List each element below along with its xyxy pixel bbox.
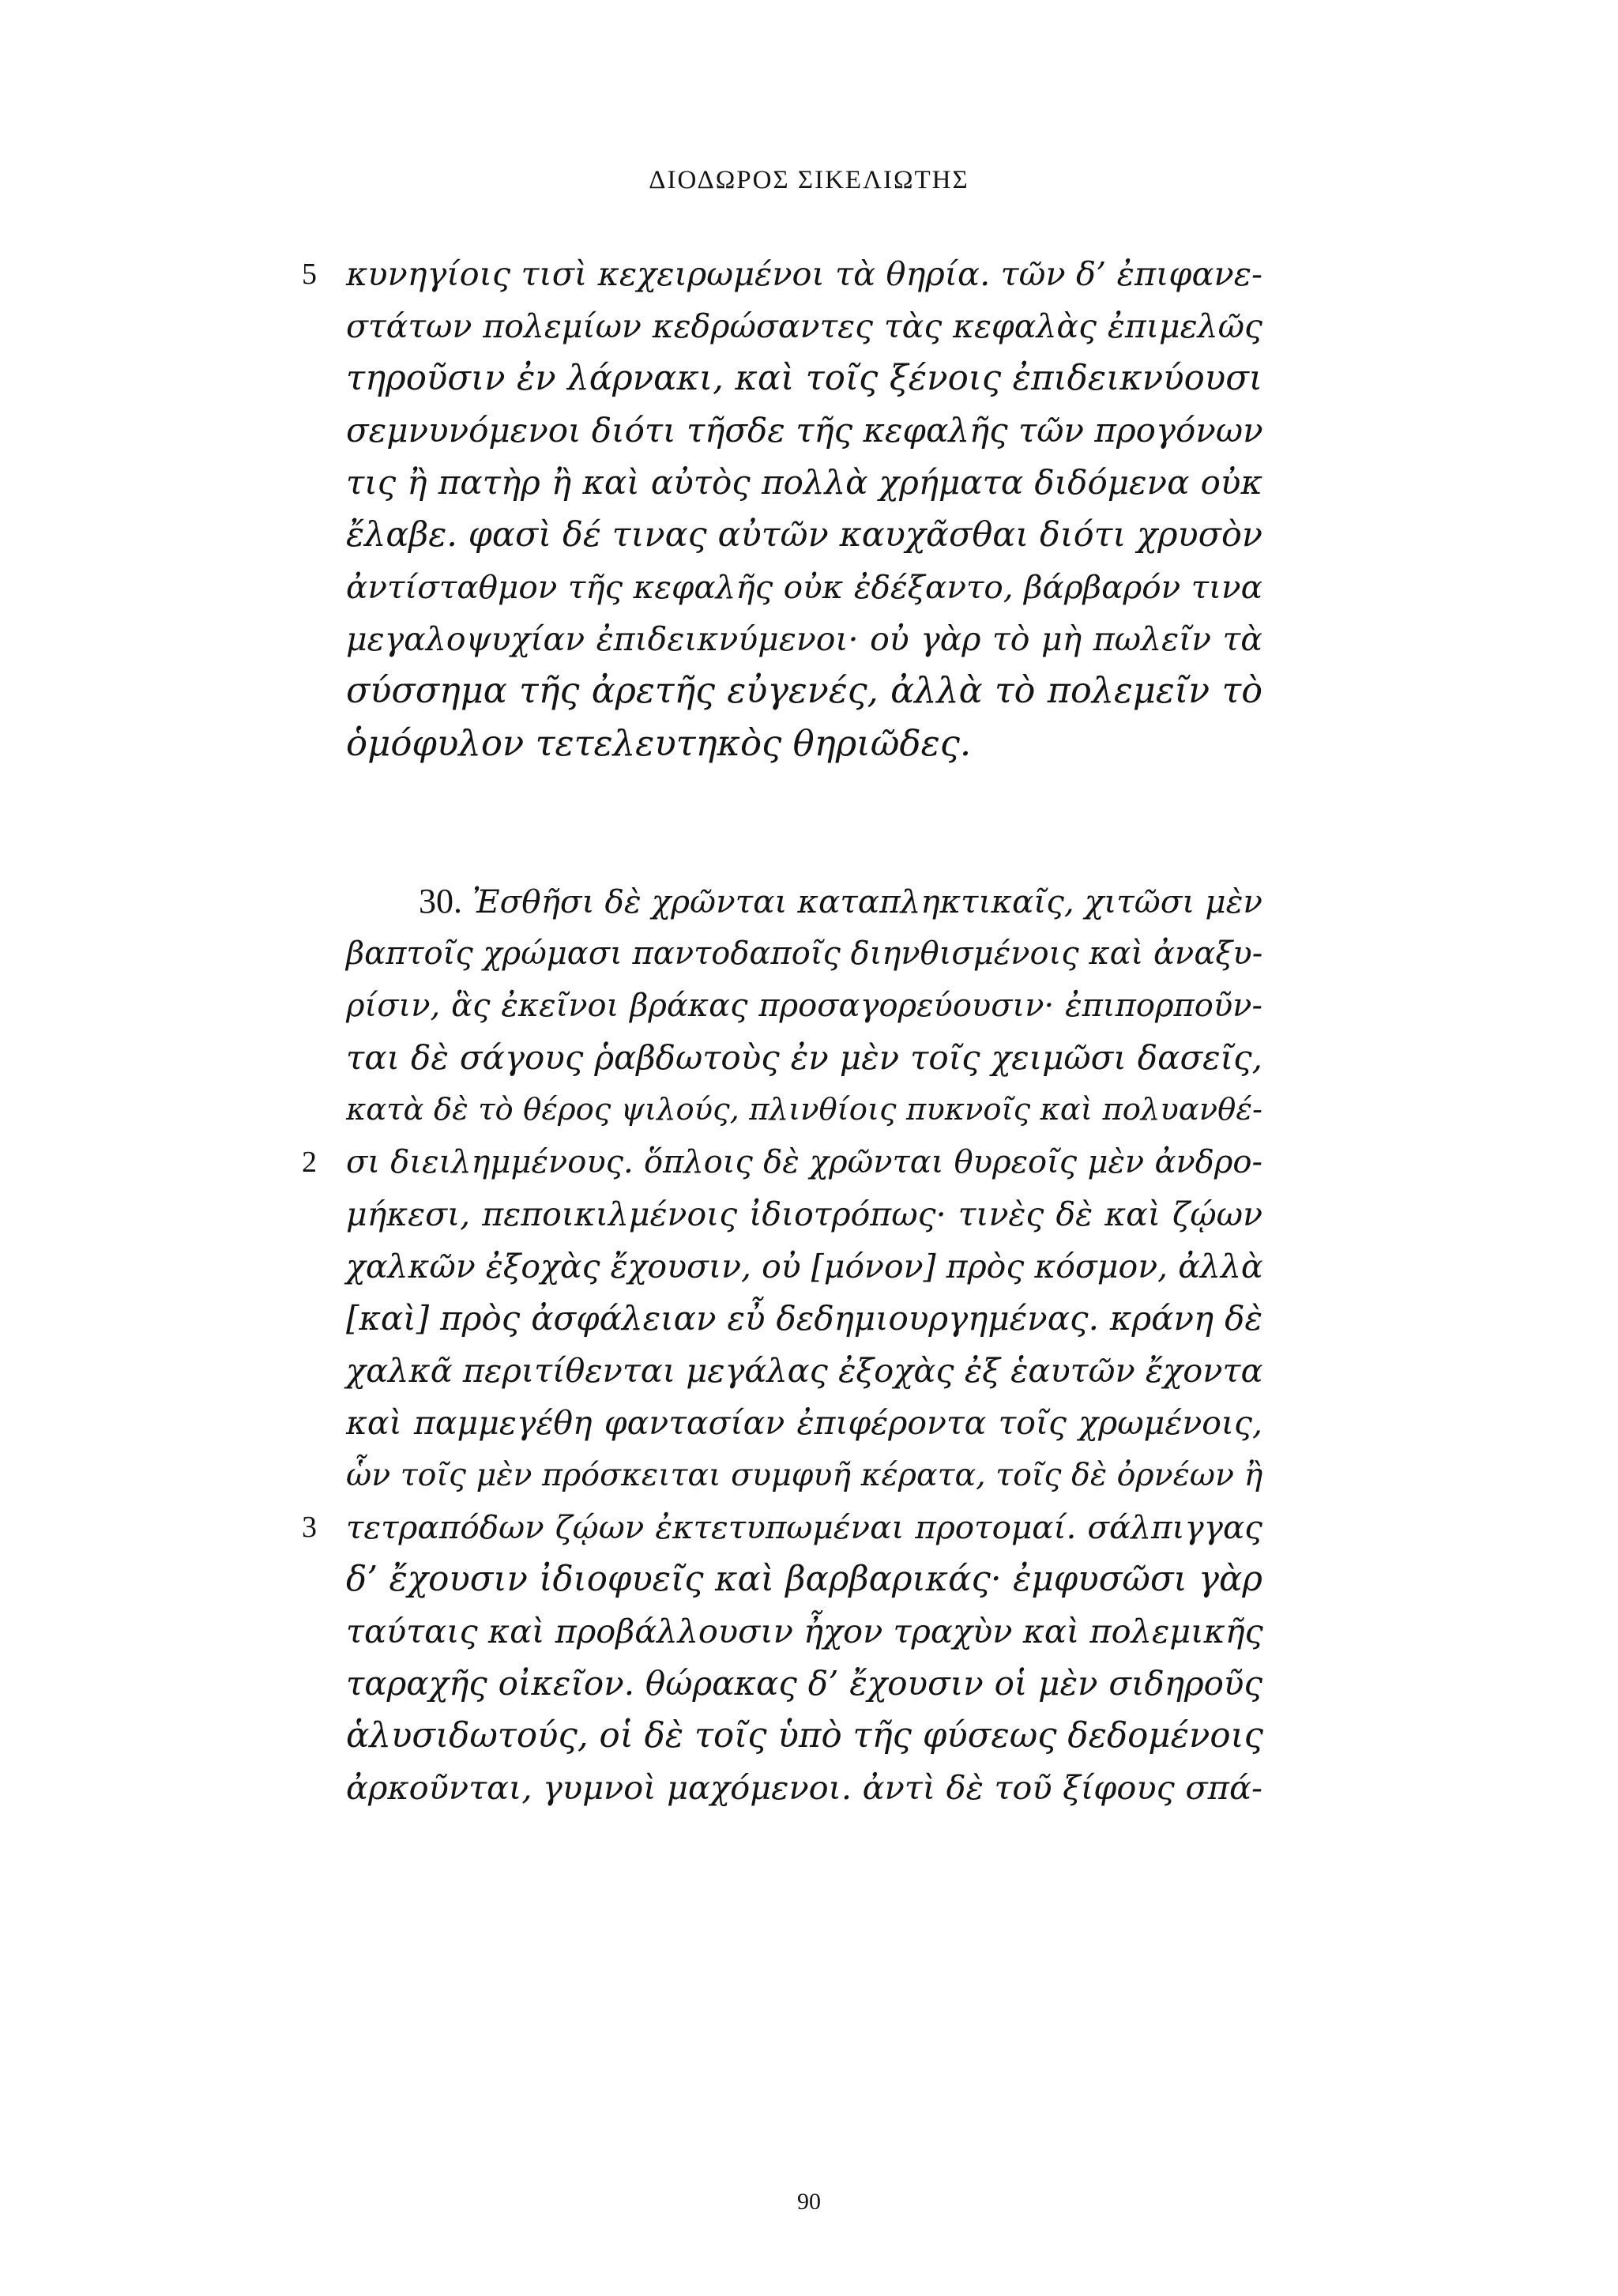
margin-number-2: 2 xyxy=(302,1146,317,1179)
text-line: ται δὲ σάγους ῥαβδωτοὺς ἐν μὲν τοῖς χειμῶσι δασεῖς, xyxy=(346,1038,1262,1077)
section-30-first-line xyxy=(419,875,1262,928)
text-line: ταύταις καὶ προβάλλουσιν ἦχον τραχὺν καὶ πολεμικῆς xyxy=(346,1612,1263,1650)
text-line: [καὶ] πρὸς ἀσφάλειαν εὖ δεδημιουργημένας. κράνη δὲ xyxy=(346,1299,1262,1338)
text-line: κυνηγίοις τισὶ κεχειρωμένοι τὰ θηρία. τῶν δ’ ἐπιφανε- xyxy=(346,254,1262,293)
text-line: ἔλαβε. φασὶ δέ τινας αὐτῶν καυχᾶσθαι διότι χρυσὸν xyxy=(346,515,1262,555)
text-line: βαπτοῖς χρώμασι παντοδαποῖς διηνθισμένοις καὶ ἀναξυ- xyxy=(346,935,1263,972)
text-line: Ἐσθῆσι δὲ χρῶνται καταπληκτικαῖς, χιτῶσι μὲν xyxy=(472,883,1263,920)
text-line: χαλκᾶ περιτίθενται μεγάλας ἐξοχὰς ἐξ ἑαυτῶν ἔχοντα xyxy=(346,1351,1263,1390)
text-line: σεμνυνόμενοι διότι τῆσδε τῆς κεφαλῆς τῶν προγόνων xyxy=(346,411,1263,450)
text-line: κατὰ δὲ τὸ θέρος ψιλούς, πλινθίοις πυκνοῖς καὶ πολυανθέ- xyxy=(346,1092,1262,1127)
text-line: τις ἢ πατὴρ ἢ καὶ αὐτὸς πολλὰ χρήματα διδόμενα οὐκ xyxy=(346,463,1262,502)
text-line: μεγαλοψυχίαν ἐπιδεικνύμενοι· οὐ γὰρ τὸ μὴ πωλεῖν τὰ xyxy=(346,620,1262,658)
text-line: ἀρκοῦνται, γυμνοὶ μαχόμενοι. ἀντὶ δὲ τοῦ ξίφους σπά- xyxy=(346,1768,1262,1807)
text-line: μήκεσι, πεποικιλμένοις ἰδιοτρόπως· τινὲς δὲ καὶ ζῴων xyxy=(346,1195,1262,1233)
text-line: σι διειλημμένους. ὅπλοις δὲ χρῶνται θυρεοῖς μὲν ἀνδρο- xyxy=(346,1144,1262,1180)
text-line: στάτων πολεμίων κεδρώσαντες τὰς κεφαλὰς ἐπιμελῶς xyxy=(346,307,1262,345)
running-head: ΔΙΟΔΩΡΟΣ ΣΙΚΕΛΙΩΤΗΣ xyxy=(649,166,969,194)
text-line: τετραπόδων ζῴων ἐκτετυπωμέναι προτομαί. σάλπιγγας xyxy=(346,1508,1262,1546)
text-line: χαλκῶν ἐξοχὰς ἔχουσιν, οὐ [μόνον] πρὸς κόσμον, ἀλλὰ xyxy=(346,1248,1263,1285)
text-line: καὶ παμμεγέθη φαντασίαν ἐπιφέροντα τοῖς χρωμένοις, xyxy=(346,1404,1262,1442)
section-number: 30. xyxy=(419,882,462,920)
text-line: ταραχῆς οἰκεῖον. θώρακας δ’ ἔχουσιν οἱ μὲν σιδηροῦς xyxy=(346,1664,1262,1703)
text-line: ρίσιν, ἃς ἐκεῖνοι βράκας προσαγορεύουσιν· ἐπιπορποῦν- xyxy=(346,988,1262,1024)
text-line: ἁλυσιδωτούς, οἱ δὲ τοῖς ὑπὸ τῆς φύσεως δεδομένοις xyxy=(346,1716,1263,1756)
page-number: 90 xyxy=(797,2189,821,2215)
margin-number-3: 3 xyxy=(302,1511,317,1544)
text-line: ὧν τοῖς μὲν πρόσκειται συμφυῆ κέρατα, τοῖς δὲ ὀρνέων ἢ xyxy=(346,1457,1263,1493)
text-line: ἀντίσταθμον τῆς κεφαλῆς οὐκ ἐδέξαντο, βάρβαρόν τινα xyxy=(346,568,1262,606)
text-line: ὁμόφυλον τετελευτηκὸς θηριῶδες. xyxy=(346,722,972,764)
text-line: τηροῦσιν ἐν λάρνακι, καὶ τοῖς ξένοις ἐπιδεικνύουσι xyxy=(346,359,1262,398)
text-line: δ’ ἔχουσιν ἰδιοφυεῖς καὶ βαρβαρικάς· ἐμφυσῶσι γὰρ xyxy=(346,1560,1262,1599)
margin-number-5: 5 xyxy=(302,258,317,291)
text-line: σύσσημα τῆς ἀρετῆς εὐγενές, ἀλλὰ τὸ πολεμεῖν τὸ xyxy=(346,671,1262,711)
